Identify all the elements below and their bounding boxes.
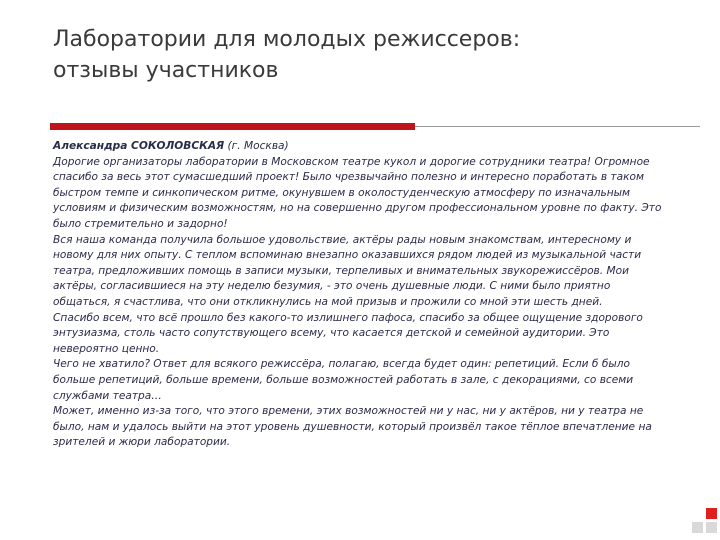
red-square: [706, 508, 717, 519]
corner-decoration: [678, 508, 718, 538]
author-line: [53, 139, 665, 155]
paragraph: Дорогие организаторы лаборатории в Московском театре кукол и дорогие сотрудники театра! Огромное спасибо за весь этот сумасшедший проект! Было чрезвычайно полезно и интересно поработать в таком быстром темпе и синкопическом ритме, окунувшем в околостуденческую атмосферу по изначальным условиям и физическим возможностям, но на совершенно другом профессиональном уровне по факту. Это было стремительно и задорно!: [53, 155, 662, 230]
accent-bar: [50, 123, 415, 130]
paragraph: Вся наша команда получила большое удовольствие, актёры рады новым знакомствам, интересному и новому для них опыту. С теплом вспоминаю внезапно оказавшихся рядом людей из музыкальной части театра, предложивших помощь в записи музыки, терпеливых и внимательных звукорежиссёров. Мои актёры, согласившиеся на эту неделю безумия, - это очень душевные люди. С ними было приятно общаться, я счастлива, что они откликнулись на мой призыв и прожили со мной эти шесть дней.: [53, 233, 642, 308]
paragraph: Может, именно из-за того, что этого времени, этих возможностей ни у нас, ни у актёров, ни у театра не было, нам и удалось выйти на этот уровень душевности, который произвёл такое тёплое впечатление на зрителей и жюри лаборатории.: [53, 405, 652, 449]
paragraph: Чего не хватило? Ответ для всякого режиссёра, полагаю, всегда будет один: репетиций. Если б было больше репетиций, больше времени, больше возможностей работать в зале, с декорациями, со всеми службами театра…: [53, 358, 634, 402]
gray-square: [706, 522, 717, 533]
author-city: (г. Москва): [224, 140, 289, 152]
slide-title: [53, 24, 693, 86]
title-line-1: Лаборатории для молодых режиссеров:: [53, 27, 521, 52]
paragraph: Спасибо всем, что всё прошло без какого-то излишнего пафоса, спасибо за общее ощущение здорового энтузиазма, столь часто сопутствующего всему, что касается детской и семейной аудитории. Это невероятно ценно.: [53, 311, 643, 355]
gray-square: [692, 522, 703, 533]
title-line-2: отзывы участников: [53, 58, 279, 83]
author-name: Александра СОКОЛОВСКАЯ: [53, 140, 225, 152]
testimonial-text: [53, 139, 665, 451]
